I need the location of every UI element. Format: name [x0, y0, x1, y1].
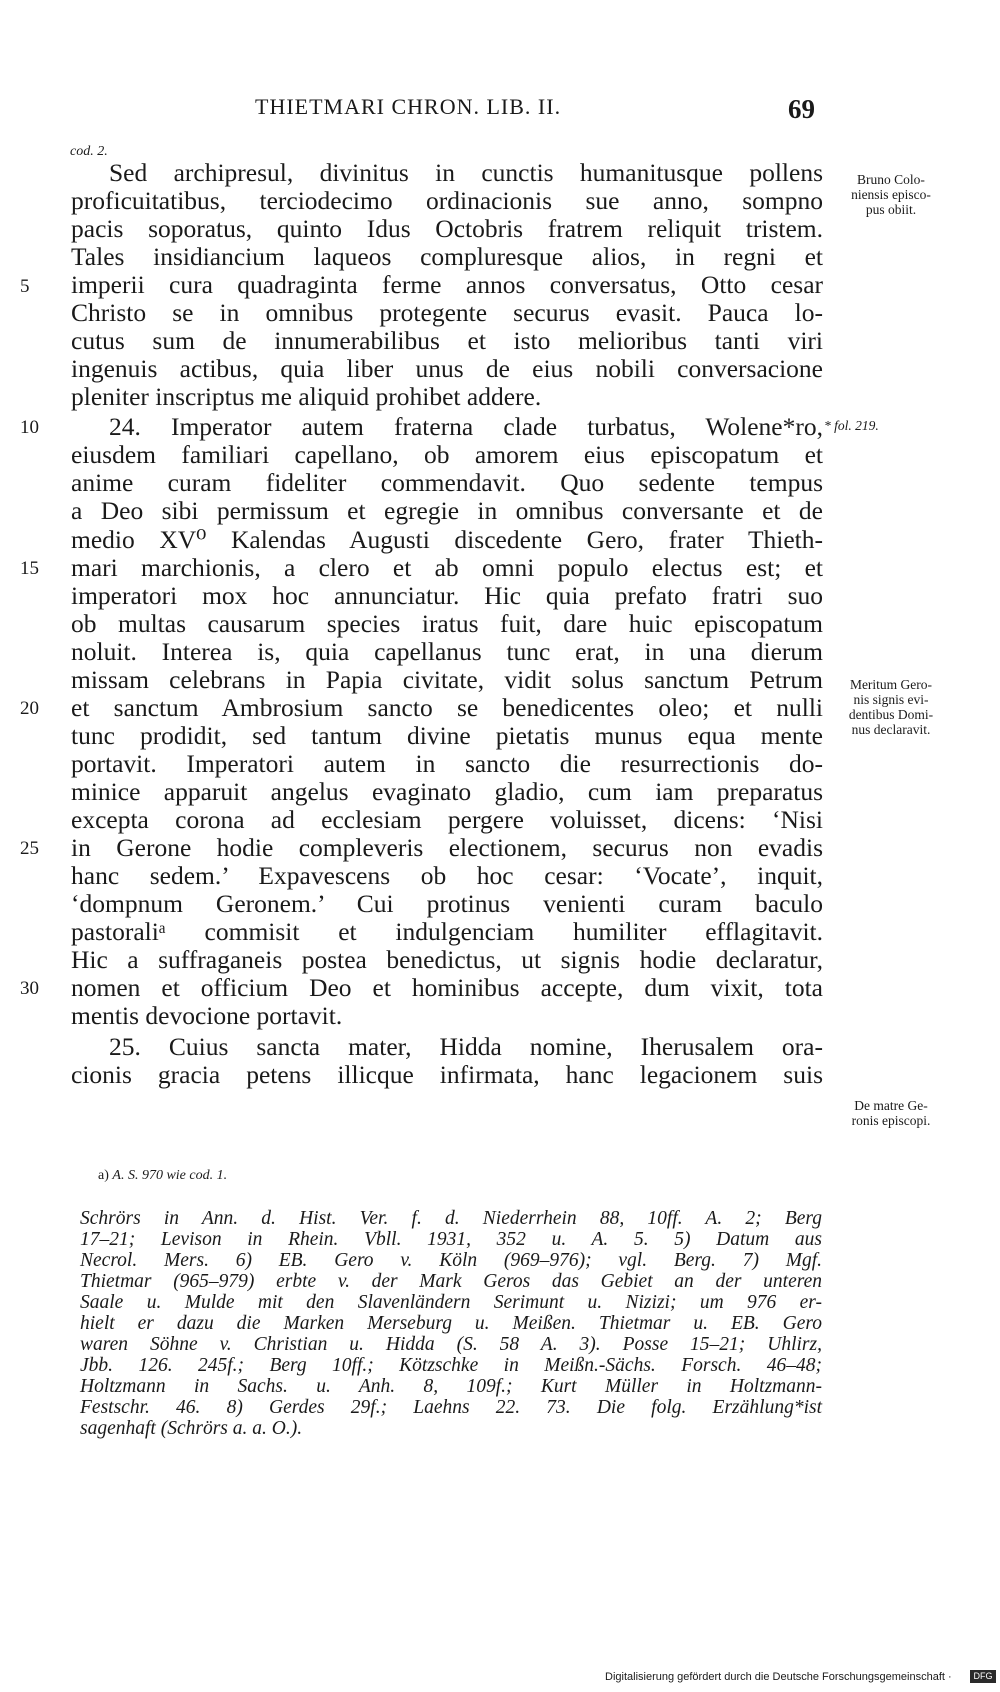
- footnote-line: Thietmar (965–979) erbte v. der Mark Geros das Gebiet an der unteren: [80, 1271, 822, 1292]
- footnote-line: Holtzmann in Sachs. u. Anh. 8, 109f.; Kurt Müller in Holtzmann-: [80, 1376, 822, 1397]
- footnote-line: hielt er dazu die Marken Merseburg u. Meißen. Thietmar u. EB. Gero: [80, 1313, 822, 1334]
- text-line: anime curam fideliter commendavit. Quo sedente tempus: [71, 468, 823, 497]
- text-line: pacis soporatus, quinto Idus Octobris fratrem reliquit tristem.: [71, 214, 823, 243]
- margin-note: Meritum Gero- nis signis evi- dentibus Domi- nus declaravit.: [848, 677, 934, 737]
- text-line: ‘dompnum Geronem.’ Cui protinus venienti curam baculo: [71, 889, 823, 918]
- text-line: pastoraliᵃ commisit et indulgenciam humiliter efflagitavit.: [71, 917, 823, 946]
- text-line: cutus sum de innumerabilibus et isto melioribus tanti viri: [71, 326, 823, 355]
- footnote-line: Jbb. 126. 245f.; Berg 10ff.; Kötzschke in Meißn.-Sächs. Forsch. 46–48;: [80, 1355, 822, 1376]
- text-line: noluit. Interea is, quia capellanus tunc erat, in una dierum: [71, 637, 823, 666]
- text-line: et sanctum Ambrosium sancto se benedicentes oleo; et nulli: [71, 693, 823, 722]
- footnote-line: sagenhaft (Schrörs a. a. O.).: [80, 1418, 303, 1439]
- line-number: 20: [20, 698, 39, 719]
- footnote-line: Saale u. Mulde mit den Slavenländern Serimunt u. Nizizi; um 976 er-: [80, 1292, 822, 1313]
- margin-note: De matre Ge- ronis episcopi.: [851, 1098, 931, 1128]
- text-line: ob multas causarum species iratus fuit, dare huic episcopatum: [71, 609, 823, 638]
- text-line: minice apparuit angelus evaginato gladio, cum iam preparatus: [71, 777, 823, 806]
- footnote-line: waren Söhne v. Christian u. Hidda (S. 58 A. 3). Posse 15–21; Uhlirz,: [80, 1334, 822, 1355]
- page-number: 69: [788, 94, 815, 124]
- dfg-logo: DFG: [970, 1670, 996, 1683]
- text-line: nomen et officium Deo et hominibus accepte, dum vixit, tota: [71, 973, 823, 1002]
- line-number: 5: [20, 276, 30, 297]
- apparatus-note: a) A. S. 970 wie cod. 1.: [98, 1168, 228, 1183]
- text-line: ingenuis actibus, quia liber unus de eius nobili conversacione: [71, 354, 823, 383]
- margin-note: Bruno Colo- niensis episco- pus obiit.: [851, 172, 931, 217]
- footnote-line: Schrörs in Ann. d. Hist. Ver. f. d. Niederrhein 88, 10ff. A. 2; Berg: [80, 1208, 822, 1229]
- text-line: Tales insidiancium laqueos compluresque alios, in regni et: [71, 242, 823, 271]
- text-line: imperii cura quadraginta ferme annos conversatus, Otto cesar: [71, 270, 823, 299]
- text-line: in Gerone hodie compleveris electionem, securus non evadis: [71, 833, 823, 862]
- text-line: medio XV⁰ Kalendas Augusti discedente Gero, frater Thieth-: [71, 525, 823, 554]
- footnote-line: Necrol. Mers. 6) EB. Gero v. Köln (969–976); vgl. Berg. 7) Mgf.: [80, 1250, 822, 1271]
- text-line: Hic a suffraganeis postea benedictus, ut signis hodie declaratur,: [71, 945, 823, 974]
- text-line: eiusdem familiari capellano, ob amorem eius episcopatum et: [71, 440, 823, 469]
- text-line: Christo se in omnibus protegente securus evasit. Pauca lo-: [71, 298, 823, 327]
- line-number: 25: [20, 838, 39, 859]
- text-line: hanc sedem.’ Expavescens ob hoc cesar: ‘Vocate’, inquit,: [71, 861, 823, 890]
- line-number: 10: [20, 417, 39, 438]
- text-line: pleniter inscriptus me aliquid prohibet addere.: [71, 382, 542, 411]
- footnote-line: 17–21; Levison in Rhein. Vbll. 1931, 352 u. A. 5. 5) Datum aus: [80, 1229, 822, 1250]
- digitization-credit: Digitalisierung gefördert durch die Deutsche Forschungsgemeinschaft ·: [605, 1671, 952, 1683]
- text-line: a Deo sibi permissum et egregie in omnibus conversante et de: [71, 496, 823, 525]
- text-line: proficuitatibus, terciodecimo ordinacionis sue anno, sompno: [71, 186, 823, 215]
- text-line: cionis gracia petens illicque infirmata, hanc legacionem suis: [71, 1060, 823, 1089]
- codex-label: cod. 2.: [70, 144, 108, 159]
- text-line: mentis devocione portavit.: [71, 1001, 343, 1030]
- text-line: mari marchionis, a clero et ab omni populo electus est; et: [71, 553, 823, 582]
- folio-note: * fol. 219.: [824, 418, 879, 433]
- text-line: imperatori mox hoc annunciatur. Hic quia prefato fratri suo: [71, 581, 823, 610]
- line-number: 15: [20, 558, 39, 579]
- text-line: Sed archipresul, divinitus in cunctis humanitusque pollens: [109, 158, 823, 187]
- text-line: missam celebrans in Papia civitate, vidit solus sanctum Petrum: [71, 665, 823, 694]
- text-line: portavit. Imperatori autem in sancto die resurrectionis do-: [71, 749, 823, 778]
- running-header: THIETMARI CHRON. LIB. II.: [255, 94, 562, 119]
- text-line: 24. Imperator autem fraterna clade turbatus, Wolene*ro,: [109, 412, 823, 441]
- line-number: 30: [20, 978, 39, 999]
- text-line: tunc prodidit, sed tantum divine pietatis munus equa mente: [71, 721, 823, 750]
- text-line: excepta corona ad ecclesiam pergere voluisset, dicens: ‘Nisi: [71, 805, 823, 834]
- footnote-line: Festschr. 46. 8) Gerdes 29f.; Laehns 22. 73. Die folg. Erzählung*ist: [80, 1397, 822, 1418]
- text-line: 25. Cuius sancta mater, Hidda nomine, Iherusalem ora-: [109, 1032, 823, 1061]
